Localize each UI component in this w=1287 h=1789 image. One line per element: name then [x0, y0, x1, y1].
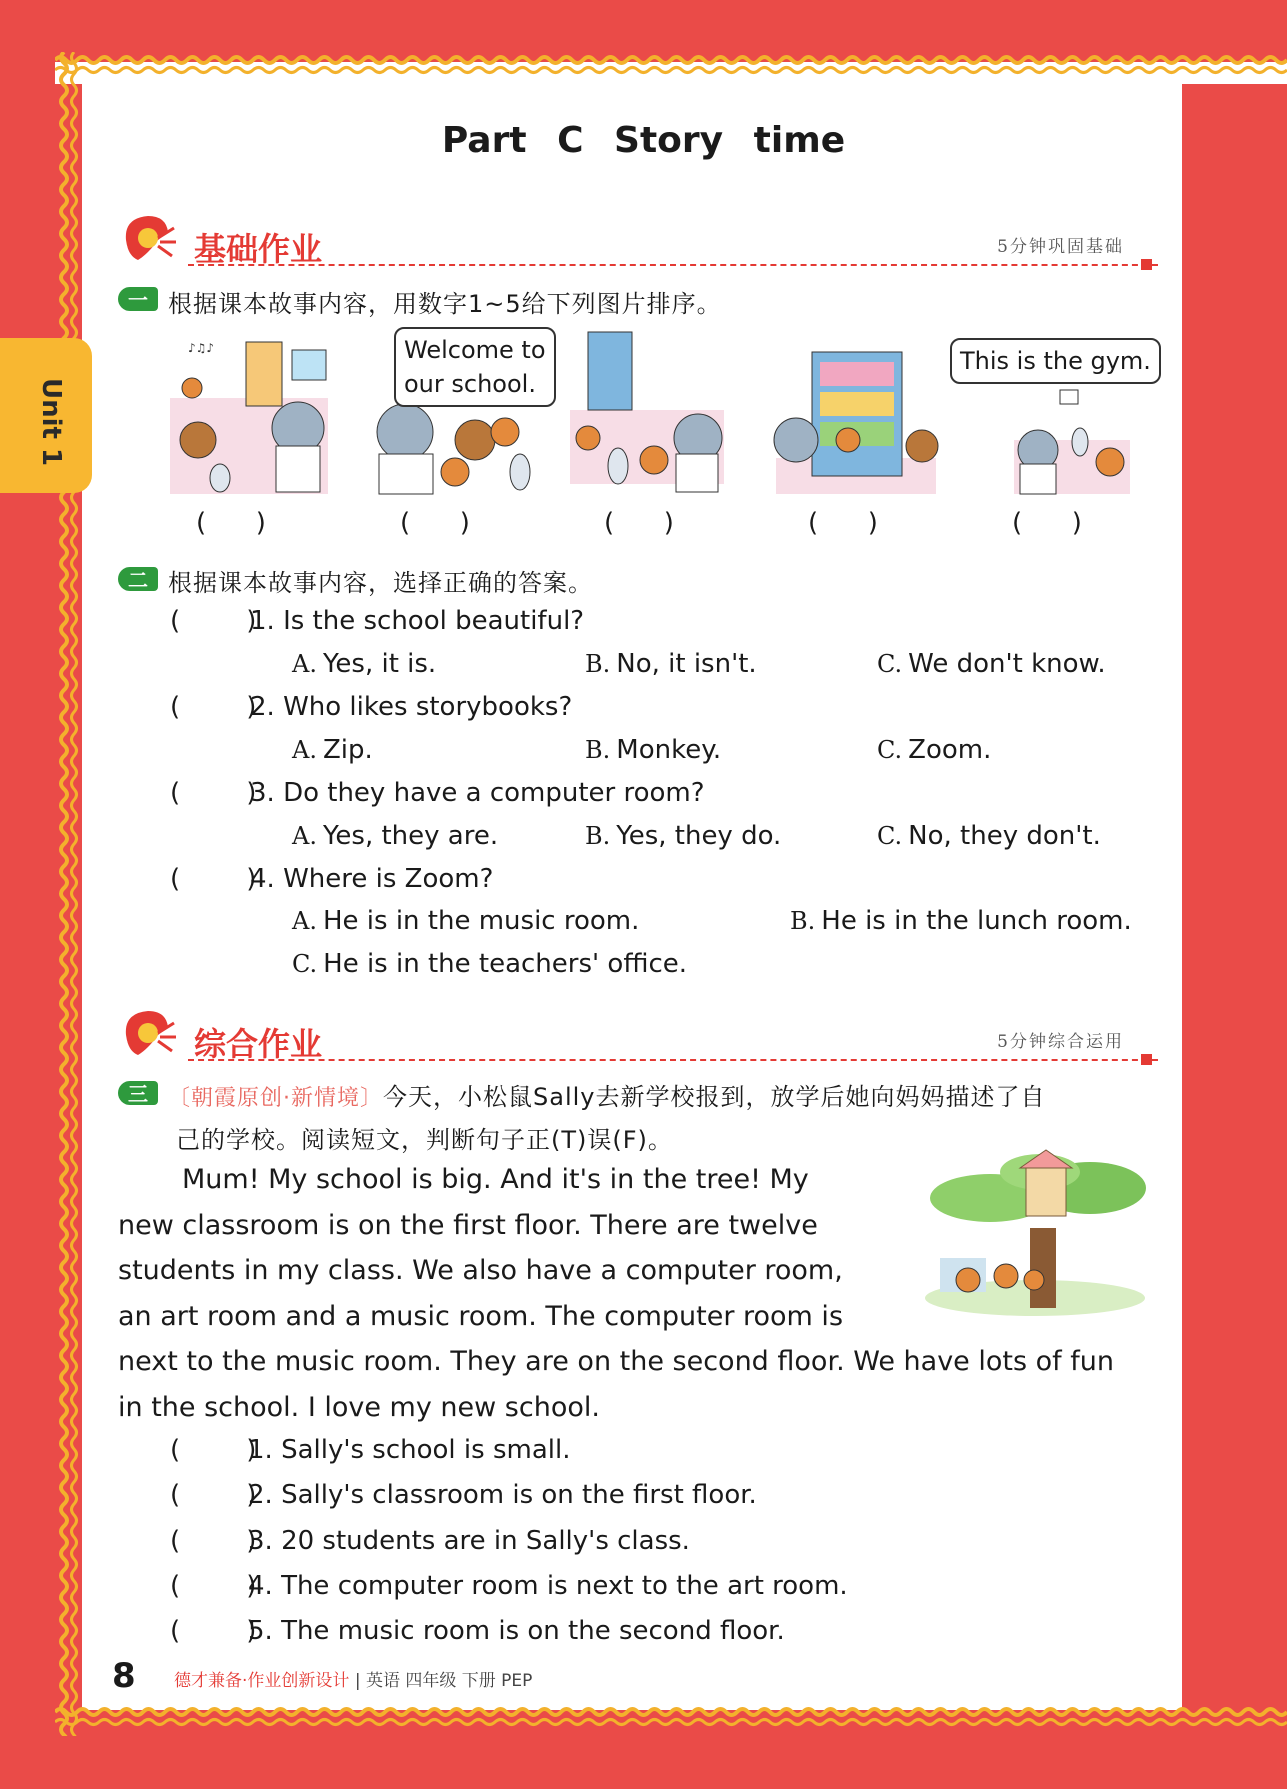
tf-statement: 4. The computer room is next to the art room.: [248, 1571, 848, 1601]
option-a: A. Yes, it is.: [292, 649, 437, 679]
q3-badge: 三: [118, 1081, 158, 1105]
option-a: A. Yes, they are.: [292, 821, 499, 851]
answer-blank[interactable]: ( ): [170, 692, 257, 722]
question-text: 4. Where is Zoom?: [250, 864, 494, 894]
left-wavy-line: [52, 52, 86, 1736]
option-b: B. No, it isn't.: [585, 649, 757, 679]
divider: [188, 264, 1158, 266]
tf-blank[interactable]: ( ): [170, 1571, 257, 1601]
tf-blank[interactable]: ( ): [170, 1616, 257, 1646]
option-b: B. He is in the lunch room.: [790, 906, 1132, 936]
passage-line: Mum! My school is big. And it's in the tree! My: [182, 1164, 809, 1195]
divider-end: [1141, 259, 1152, 270]
q2-instruction: 根据课本故事内容，选择正确的答案。: [168, 569, 593, 597]
section-basic-title: 基础作业: [194, 230, 323, 268]
story-picture-1: [168, 328, 330, 496]
order-blank-5[interactable]: ( ): [1012, 508, 1082, 538]
q3-source-tag: 〔朝霞原创·新情境〕: [168, 1086, 383, 1111]
option-a: A. Zip.: [292, 735, 373, 765]
tf-blank[interactable]: ( ): [170, 1435, 257, 1465]
passage-line: next to the music room. They are on the second floor. We have lots of fun: [118, 1346, 1114, 1377]
q1-badge: 一: [118, 287, 158, 311]
order-blank-2[interactable]: ( ): [400, 508, 470, 538]
unit-tab-label: Unit 1: [36, 378, 66, 467]
section-comprehensive-subtitle: 5分钟综合运用: [997, 1032, 1124, 1052]
tf-statement: 2. Sally's classroom is on the first floor.: [248, 1480, 757, 1510]
option-c: C. Zoom.: [877, 735, 992, 765]
order-blank-4[interactable]: ( ): [808, 508, 878, 538]
q2-badge: 二: [118, 567, 158, 591]
answer-blank[interactable]: ( ): [170, 864, 257, 894]
top-wavy-line: [55, 50, 1287, 86]
option-a: A. He is in the music room.: [292, 906, 640, 936]
q3-instruction-line2: 己的学校。阅读短文，判断句子正(T)误(F)。: [176, 1126, 673, 1154]
megaphone-icon: [118, 210, 180, 268]
passage-line: students in my class. We also have a computer room,: [118, 1255, 843, 1286]
page-title: Part C Story time: [441, 120, 846, 161]
order-blank-3[interactable]: ( ): [604, 508, 674, 538]
question-text: 2. Who likes storybooks?: [250, 692, 573, 722]
footer-meta: | 英语 四年级 下册 PEP: [354, 1671, 533, 1691]
passage-line: new classroom is on the first floor. There are twelve: [118, 1209, 818, 1241]
story-picture-4: [772, 328, 940, 496]
option-b: B. Yes, they do.: [585, 821, 782, 851]
tf-statement: 5. The music room is on the second floor.: [248, 1616, 785, 1646]
story-picture-3: [568, 328, 726, 496]
question-text: 1. Is the school beautiful?: [250, 606, 585, 636]
q3-instruction-line1: 〔朝霞原创·新情境〕今天，小松鼠Sally去新学校报到，放学后她向妈妈描述了自: [168, 1083, 1046, 1111]
answer-blank[interactable]: ( ): [170, 778, 257, 808]
option-c: C. We don't know.: [877, 649, 1106, 679]
footer-brand: 德才兼备·作业创新设计: [174, 1671, 350, 1691]
section-basic-subtitle: 5分钟巩固基础: [997, 237, 1124, 257]
order-blank-1[interactable]: ( ): [196, 508, 266, 538]
option-b: B. Monkey.: [585, 735, 722, 765]
question-text: 3. Do they have a computer room?: [250, 778, 705, 808]
svg-text:♪♫♪: ♪♫♪: [188, 341, 215, 355]
tf-statement: 1. Sally's school is small.: [248, 1435, 571, 1465]
section-comprehensive-header: [118, 1005, 1158, 1075]
footer-info: [134, 1666, 532, 1691]
tf-statement: 3. 20 students are in Sally's class.: [248, 1526, 690, 1556]
story-picture-2: [355, 392, 535, 496]
tf-blank[interactable]: ( ): [170, 1526, 257, 1556]
passage-line: in the school. I love my new school.: [118, 1391, 600, 1423]
section-comprehensive-title: 综合作业: [194, 1025, 323, 1063]
page-number: 8: [112, 1656, 136, 1696]
answer-blank[interactable]: ( ): [170, 606, 257, 636]
story-picture-5: [1010, 380, 1134, 496]
divider-end: [1141, 1054, 1152, 1065]
unit-tab[interactable]: [0, 338, 92, 493]
section-basic-header: [118, 210, 1158, 280]
tree-school-illustration: [920, 1148, 1150, 1318]
option-c: C. He is in the teachers' office.: [292, 949, 688, 979]
megaphone-icon: [118, 1005, 180, 1063]
option-c: C. No, they don't.: [877, 821, 1101, 851]
speech-bubble-gym: This is the gym.: [950, 338, 1161, 384]
bottom-wavy-line: [55, 1700, 1287, 1736]
divider: [188, 1059, 1158, 1061]
q1-instruction: 根据课本故事内容，用数字1~5给下列图片排序。: [168, 290, 722, 318]
tf-blank[interactable]: ( ): [170, 1480, 257, 1510]
passage-line: an art room and a music room. The computer room is: [118, 1300, 844, 1332]
speech-bubble-welcome: Welcome to our school.: [394, 327, 556, 407]
